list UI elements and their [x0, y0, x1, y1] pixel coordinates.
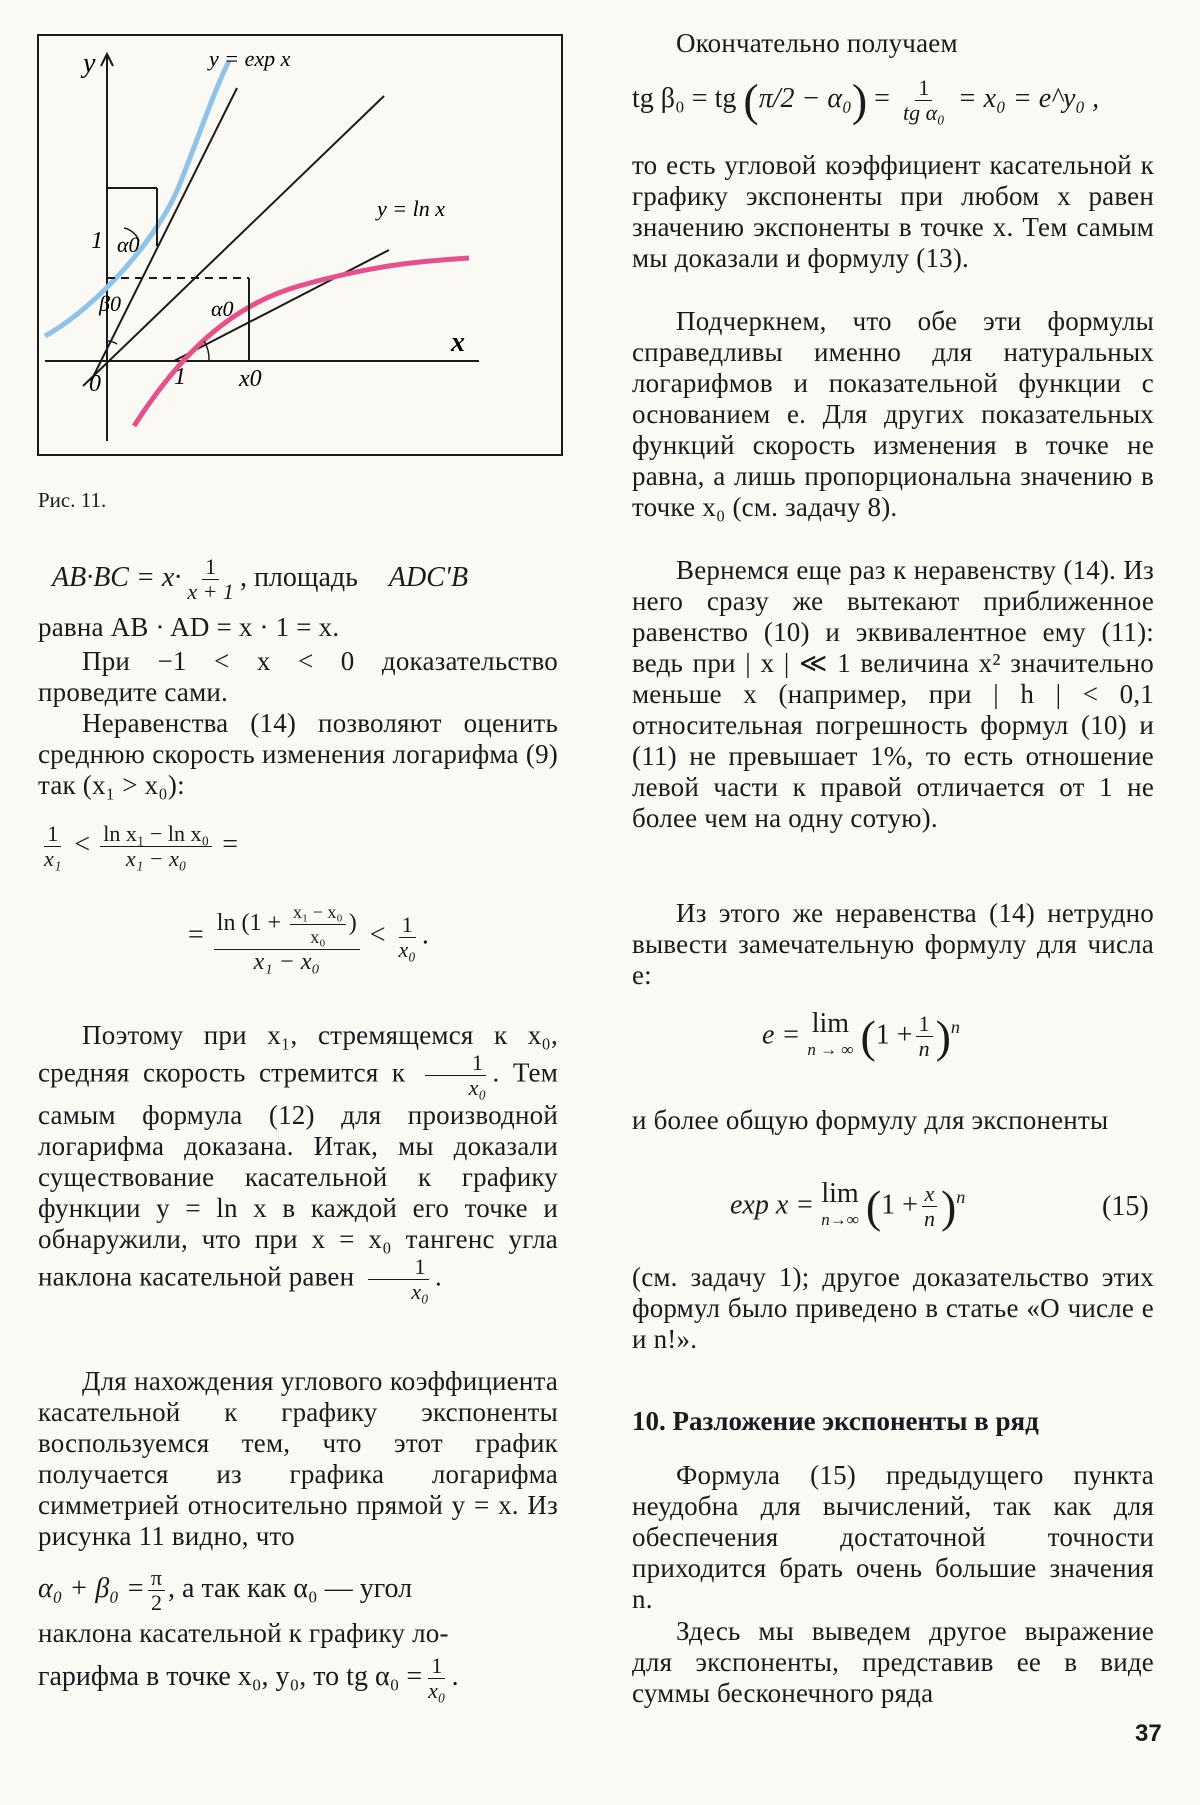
label-one-x: 1 [174, 364, 186, 390]
figure-svg [39, 36, 561, 454]
right-p1: Окончательно получаем [676, 28, 958, 58]
right-p7: (см. задачу 1); другое доказательство этих формул было приведено в статье «О числе e и n!». [632, 1262, 1154, 1354]
left-p3: Неравенства (14) позволяют оценить среднюю скорость изменения логарифма (9) так (x₁ > x₀): [38, 708, 558, 800]
label-zero: 0 [89, 371, 101, 397]
right-eq-exp: exp x = lim n→∞ (1 + $\frac{x}{n}$ )$^n$ [730, 1177, 966, 1232]
ln-curve [134, 258, 469, 426]
label-beta: β0 [99, 291, 121, 316]
label-alpha-right: α0 [211, 296, 234, 321]
page-number: 37 [1135, 1720, 1162, 1747]
right-p8: Формула (15) предыдущего пункта неудобна для вычислений, так как для обеспечения достаточной точности приходится брать очень большие значения n. [632, 1460, 1154, 1614]
label-alpha-left: α0 [117, 232, 140, 257]
label-x0: x0 [239, 366, 262, 392]
label-y: y [83, 48, 96, 79]
label-exp: y = exp x [209, 46, 291, 71]
exp-tangent [91, 88, 237, 381]
left-p5-formula: α₀ + β₀ = $\frac{\pi}{2}$ , а так как α₀ — угол [38, 1565, 413, 1615]
right-p9: Здесь мы выведем другое выражение для экспоненты, представив ее в виде суммы бесконечного ряда [632, 1616, 1154, 1708]
right-p4: Вернемся еще раз к неравенству (14). Из него сразу же вытекают приближенное равенство (10) и эквивалентное ему (11): ведь при | x | ≪ 1 величина x² значительно меньше x (например, при | h | < 0,1 относительная погрешность формул (10) и (11) не превышает 1%, то есть отношение левой части к правой отличается от 1 не более чем на одну сотую). [632, 555, 1154, 833]
left-p4: Поэтому при x₁, стремящемся к x₀, средняя скорость стремится к $\frac{1}{\text{x₀}}$ . Тем самым формула (12) для производной логарифма доказана. Итак, мы доказали существование касательной к графику функции y = ln x в каждой его точке и обнаружили, что при x = x₀ тангенс угла наклона касательной равен $\frac{1}{\text{x₀}}$ . [38, 1020, 558, 1304]
left-eq-abbc: AB·BC = x· $\frac{1}{x + 1}$ , площадь ADC′B [52, 554, 469, 604]
exp-curve [45, 61, 229, 336]
left-eq1: $\frac{1}{\text{x₁}}$ < $\frac{\text{ln x₁ − ln x₀}}{\text{x₁ − x₀}}$ = [44, 821, 238, 871]
label-one-y: 1 [91, 228, 103, 254]
right-eq-tag: (15) [1102, 1191, 1149, 1222]
label-x: x [451, 327, 465, 358]
left-p5-line2: наклона касательной к графику ло- [38, 1618, 449, 1648]
right-p5: Из этого же неравенства (14) нетрудно вывести замечательную формулу для числа e: [632, 898, 1154, 990]
left-p5: Для нахождения углового коэффициента касательной к графику экспоненты воспользуемся тем, что этот график получается из графика логарифма симметрией относительно прямой y = x. Из рисунка 11 видно, что [38, 1366, 558, 1551]
right-p3: Подчеркнем, что обе эти формулы справедливы именно для натуральных логарифмов и показательной функции с основанием e. Для других показательных функций скорость изменения в точке не равна, а лишь пропорциональна значению в точке x₀ (см. задачу 8). [632, 306, 1154, 522]
section-heading: 10. Разложение экспоненты в ряд [632, 1406, 1039, 1436]
left-p5-line3: гарифма в точке x₀, y₀, то tg α₀ = $\frac{1}{\text{x₀}}$ . [38, 1653, 459, 1703]
left-p1-line2: равна AB · AD = x · 1 = x. [38, 612, 340, 642]
right-eq-tg: tg β₀ = tg (π/2 − α₀) = $\frac{1}{\text{tg α₀}}$ = x₀ = e^y₀ , [632, 74, 1100, 126]
right-eq-e: e = lim n → ∞ (1 + $\frac{1}{n}$ )$^n$ [762, 1007, 960, 1062]
figure-caption: Рис. 11. [38, 488, 107, 512]
label-ln: y = ln x [377, 196, 445, 221]
right-p6: и более общую формулу для экспоненты [632, 1105, 1109, 1135]
figure-11 [37, 34, 563, 456]
beta-arc [107, 341, 117, 344]
left-p2: При −1 < x < 0 доказательство проведите сами. [38, 646, 558, 707]
left-eq2: = ln (1 + $\frac{\text{x₁ − x₀}}{\text{x₀}}$ ) x₁ − x₀ < $\frac{1}{\text{x₀}}$ . [188, 902, 429, 975]
right-p2: то есть угловой коэффициент касательной к графику экспоненты при любом x равен значению экспоненты в точке x. Тем самым мы доказали и формулу (13). [632, 150, 1154, 273]
